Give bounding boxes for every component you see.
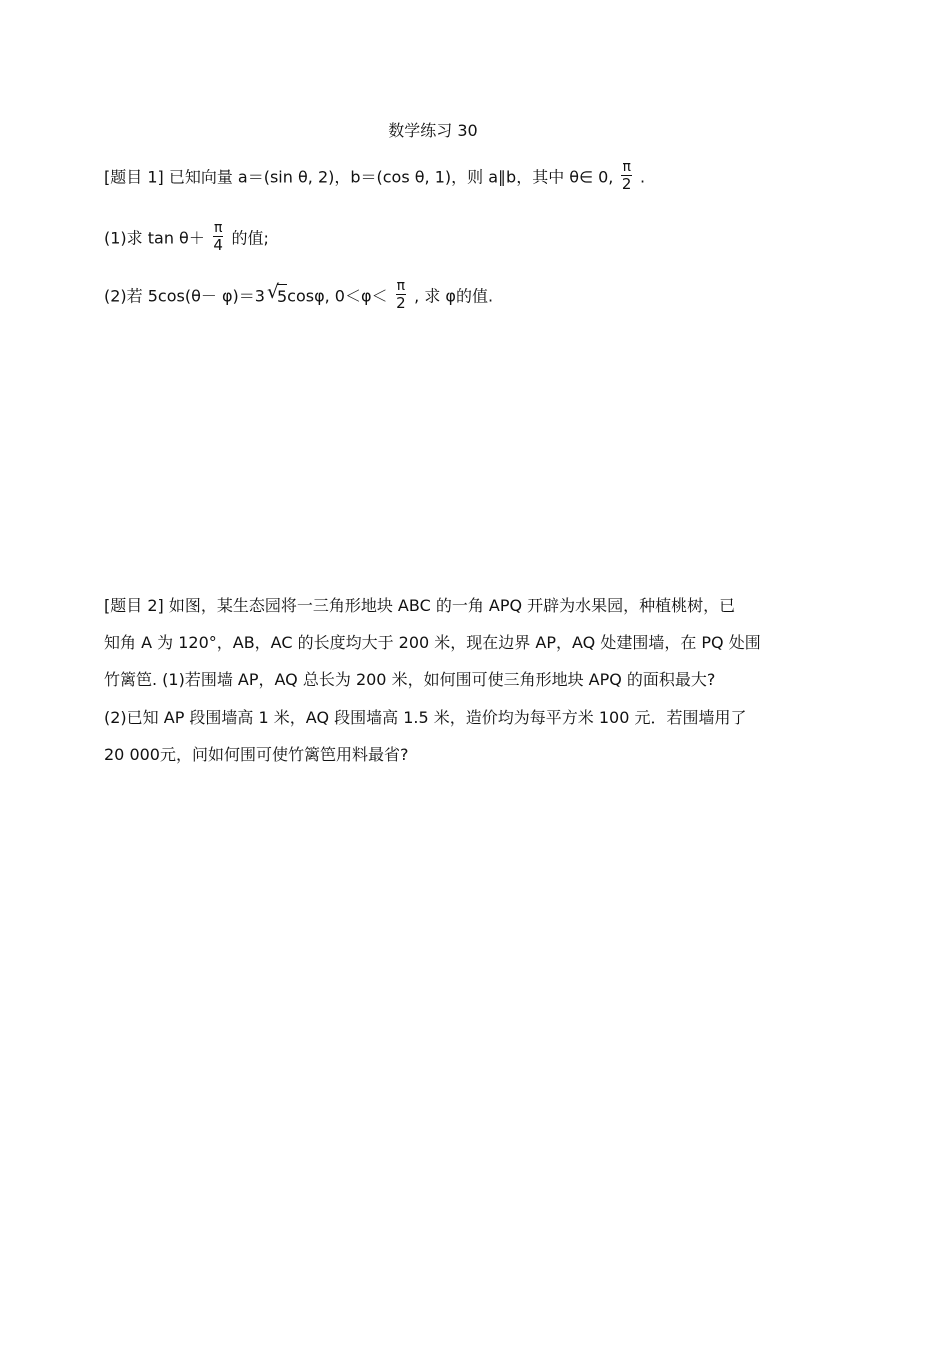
page-title: 数学练习 30 <box>388 121 478 140</box>
square-root <box>266 280 288 308</box>
problem-2-line-5: 20 000元，问如何围可使竹篱笆用料最省? <box>104 745 409 764</box>
problem-1-question-2 <box>104 278 494 313</box>
fraction-numerator: π <box>396 278 406 294</box>
fraction-denominator: 2 <box>396 294 406 312</box>
problem-1-question-1 <box>104 220 269 255</box>
problem-1-text-end: . <box>640 167 646 187</box>
question-1-text-end: 的值; <box>231 228 269 248</box>
question-2-text-end: , 求 φ的值. <box>414 286 494 306</box>
problem-2-line-1: [题目 2] 如图，某生态园将一三角形地块 ABC 的一角 APQ 开辟为水果园，种植桃树，已 <box>104 596 736 615</box>
problem-1-statement <box>104 159 646 194</box>
problem-2-line-3: 竹篱笆. (1)若围墙 AP，AQ 总长为 200 米，如何围可使三角形地块 APQ 的面积最大? <box>104 670 716 689</box>
question-2-text-mid: cosφ, 0＜φ＜ <box>287 286 388 306</box>
radical-sign-icon: √ <box>266 280 280 303</box>
question-2-text: (2)若 5cos(θ－ φ)＝3 <box>104 286 265 306</box>
question-1-text: (1)求 tan θ＋ <box>104 228 205 248</box>
fraction-pi-over-2 <box>396 279 406 311</box>
fraction-denominator: 2 <box>621 175 632 193</box>
fraction-numerator: π <box>213 220 223 236</box>
fraction-numerator: π <box>622 159 631 175</box>
problem-1-text: [题目 1] 已知向量 a＝(sin θ, 2)，b＝(cos θ, 1)，则 a∥b，其中 θ∈ 0, <box>104 167 614 187</box>
fraction-denominator: 4 <box>213 236 223 254</box>
fraction-pi-over-2 <box>621 160 631 192</box>
problem-2-line-2: 知角 A 为 120°，AB，AC 的长度均大于 200 米，现在边界 AP，AQ 处建围墙，在 PQ 处围 <box>104 633 761 652</box>
problem-2-line-4: (2)已知 AP 段围墙高 1 米，AQ 段围墙高 1.5 米，造价均为每平方米 100 元．若围墙用了 <box>104 708 747 727</box>
fraction-pi-over-4 <box>213 221 223 253</box>
radicand: 5 <box>277 284 287 308</box>
